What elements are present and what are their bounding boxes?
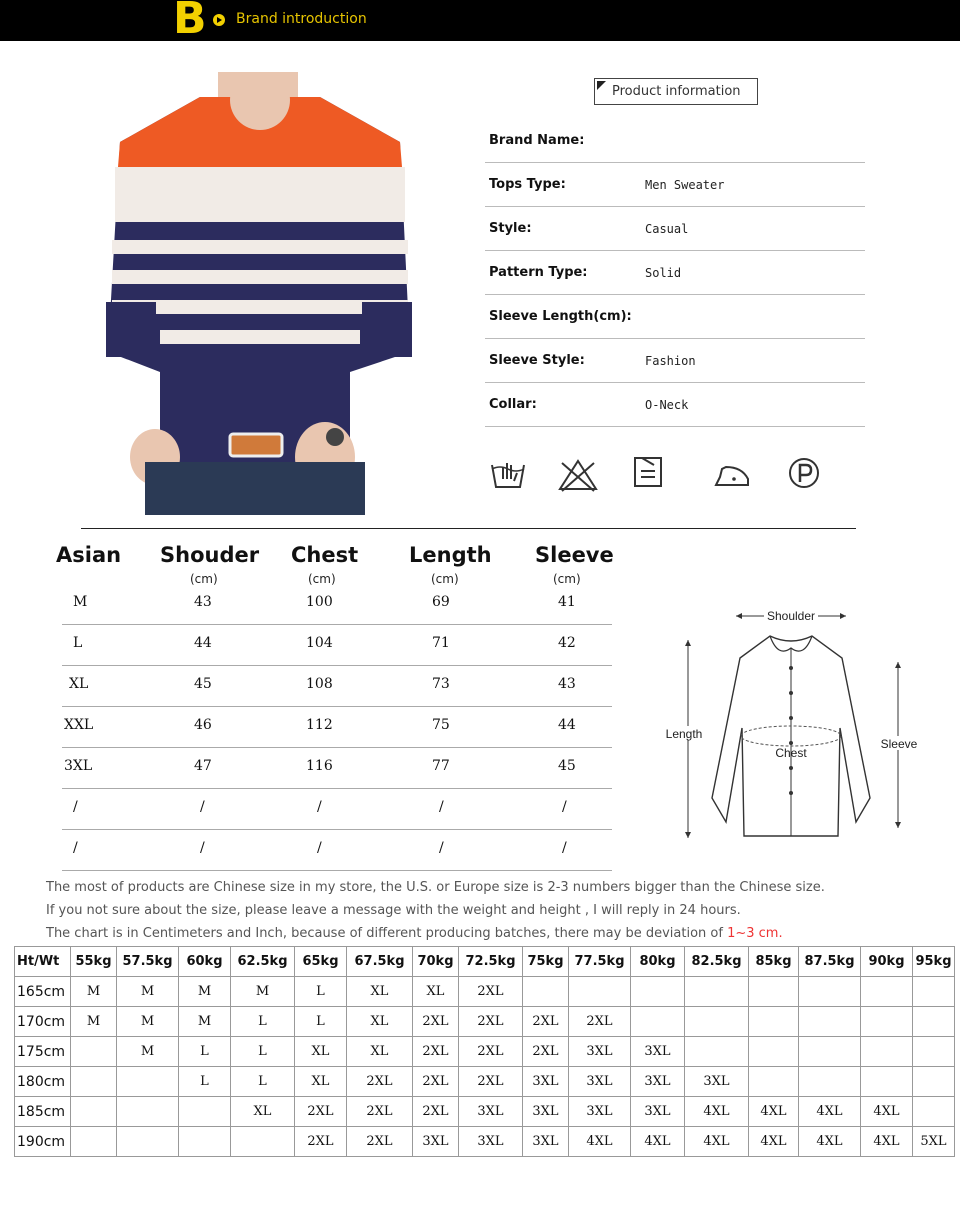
size-col-sleeve: Sleeve [535, 543, 614, 567]
shoulder-label: Shoulder [766, 609, 816, 623]
hw-weight-header: 75kg [523, 947, 569, 977]
attr-label: Sleeve Length(cm): [489, 309, 632, 324]
no-bleach-icon [556, 455, 600, 495]
product-information-title: Product information [594, 78, 758, 105]
hw-size-cell: 2XL [413, 1067, 459, 1097]
attr-label: Collar: [489, 397, 537, 412]
attr-value: Men Sweater [645, 178, 725, 192]
attr-value: O-Neck [645, 398, 689, 412]
tumble-dry-icon [632, 455, 664, 491]
hw-weight-header: 55kg [71, 947, 117, 977]
hw-size-cell: 3XL [631, 1097, 685, 1127]
hw-size-cell [749, 1067, 799, 1097]
hw-size-cell: 2XL [459, 1067, 523, 1097]
size-row: L 44 104 71 42 [62, 625, 612, 666]
hw-size-cell [231, 1127, 295, 1157]
hw-size-cell [749, 1037, 799, 1067]
attr-row-collar [485, 383, 865, 427]
hw-weight-header: 87.5kg [799, 947, 861, 977]
hw-size-cell [179, 1097, 231, 1127]
section-divider [81, 528, 856, 529]
hw-header-row [15, 947, 955, 977]
hw-size-cell: 2XL [413, 1037, 459, 1067]
garment-measurement-diagram [660, 598, 920, 848]
dry-clean-p-icon [786, 455, 822, 491]
unit-label: (cm) [190, 572, 218, 586]
size-row: XXL 46 112 75 44 [62, 707, 612, 748]
hw-size-cell: 4XL [749, 1097, 799, 1127]
hw-height-label: 185cm [15, 1097, 71, 1127]
hw-size-cell: 2XL [459, 1037, 523, 1067]
size-col-asian: Asian [56, 543, 122, 567]
attr-label: Brand Name: [489, 133, 585, 148]
hw-weight-header: 67.5kg [347, 947, 413, 977]
height-weight-chart [14, 946, 955, 1157]
hw-size-cell: 4XL [799, 1127, 861, 1157]
hw-size-cell [685, 1007, 749, 1037]
hw-size-cell: 2XL [523, 1037, 569, 1067]
hw-size-cell: L [179, 1037, 231, 1067]
attr-row-sleeve-style [485, 339, 865, 383]
hw-size-cell [71, 1037, 117, 1067]
attr-value: Casual [645, 222, 689, 236]
hw-row [15, 1037, 955, 1067]
brand-introduction-title: Brand introduction [236, 11, 367, 27]
hw-size-cell: XL [295, 1067, 347, 1097]
hand-wash-icon [488, 455, 528, 495]
hw-size-cell [117, 1097, 179, 1127]
hw-size-cell [179, 1127, 231, 1157]
hw-size-cell: 2XL [295, 1097, 347, 1127]
brand-letter: B [173, 0, 207, 44]
hw-size-cell: 3XL [685, 1067, 749, 1097]
hw-size-cell [117, 1067, 179, 1097]
hw-row [15, 1007, 955, 1037]
hw-height-label: 175cm [15, 1037, 71, 1067]
hw-size-cell: 2XL [459, 1007, 523, 1037]
hw-height-label: 190cm [15, 1127, 71, 1157]
hw-size-cell: 4XL [631, 1127, 685, 1157]
hw-weight-header: 95kg [913, 947, 955, 977]
attr-label: Sleeve Style: [489, 353, 585, 368]
hw-size-cell [749, 977, 799, 1007]
iron-icon [712, 455, 752, 491]
hw-height-label: 180cm [15, 1067, 71, 1097]
hw-weight-header: 65kg [295, 947, 347, 977]
hw-size-cell: 3XL [459, 1097, 523, 1127]
hw-size-cell: 3XL [523, 1067, 569, 1097]
size-row: / / / / / [62, 789, 612, 830]
sleeve-label: Sleeve [880, 737, 918, 751]
hw-size-cell [913, 1007, 955, 1037]
hw-size-cell: L [231, 1067, 295, 1097]
hw-row [15, 1127, 955, 1157]
attr-row-brand [485, 119, 865, 163]
hw-size-cell [799, 1007, 861, 1037]
header-bar [0, 0, 960, 44]
size-col-length: Length [409, 543, 492, 567]
hw-size-cell [799, 1067, 861, 1097]
size-col-chest: Chest [291, 543, 359, 567]
hw-size-cell: 2XL [413, 1097, 459, 1127]
note-line: If you not sure about the size, please leave a message with the weight and height , I will reply in 24 hours. [46, 903, 741, 918]
attr-label: Tops Type: [489, 177, 566, 192]
hw-size-cell: 4XL [799, 1097, 861, 1127]
hw-row [15, 1067, 955, 1097]
hw-size-cell: 4XL [749, 1127, 799, 1157]
hw-size-cell: L [295, 977, 347, 1007]
hw-size-cell: M [117, 1007, 179, 1037]
hw-size-cell [861, 1067, 913, 1097]
hw-size-cell [913, 977, 955, 1007]
hw-size-cell [685, 1037, 749, 1067]
corner-triangle-icon [597, 81, 606, 90]
hw-size-cell: 2XL [347, 1067, 413, 1097]
attr-label: Style: [489, 221, 532, 236]
hw-weight-header: 80kg [631, 947, 685, 977]
unit-label: (cm) [431, 572, 459, 586]
size-row: 3XL 47 116 77 45 [62, 748, 612, 789]
attr-row-tops-type [485, 163, 865, 207]
hw-size-cell: M [231, 977, 295, 1007]
hw-size-cell [913, 1037, 955, 1067]
hw-size-cell: 2XL [523, 1007, 569, 1037]
length-label: Length [665, 727, 703, 741]
hw-size-cell [799, 1037, 861, 1067]
hw-size-cell [861, 977, 913, 1007]
hw-size-cell: 3XL [523, 1097, 569, 1127]
hw-weight-header: 72.5kg [459, 947, 523, 977]
hw-size-cell: M [179, 977, 231, 1007]
hw-weight-header: 57.5kg [117, 947, 179, 977]
unit-label: (cm) [553, 572, 581, 586]
attribute-table [485, 119, 865, 427]
hw-size-cell [913, 1067, 955, 1097]
attr-row-sleeve-length [485, 295, 865, 339]
hw-size-cell [117, 1127, 179, 1157]
hw-weight-header: 90kg [861, 947, 913, 977]
size-col-shoulder: Shouder [160, 543, 260, 567]
hw-size-cell: M [117, 1037, 179, 1067]
hw-size-cell [861, 1007, 913, 1037]
hw-size-cell: XL [413, 977, 459, 1007]
hw-size-cell: XL [347, 1037, 413, 1067]
hw-size-cell: 5XL [913, 1127, 955, 1157]
hw-size-cell: 2XL [459, 977, 523, 1007]
hw-weight-header: 62.5kg [231, 947, 295, 977]
hw-size-cell: M [117, 977, 179, 1007]
hw-size-cell [861, 1037, 913, 1067]
hw-size-cell: 4XL [861, 1127, 913, 1157]
hw-weight-header: 85kg [749, 947, 799, 977]
attr-label: Pattern Type: [489, 265, 588, 280]
note-line: The chart is in Centimeters and Inch, because of different producing batches, there may be deviation of 1~3 cm. [46, 926, 783, 941]
attr-value: Solid [645, 266, 682, 280]
attr-value: Fashion [645, 354, 696, 368]
hw-size-cell: 3XL [631, 1037, 685, 1067]
hw-size-cell: 4XL [569, 1127, 631, 1157]
hw-size-cell: 4XL [861, 1097, 913, 1127]
hw-size-cell [685, 977, 749, 1007]
hw-size-cell: 3XL [413, 1127, 459, 1157]
hw-weight-header: 77.5kg [569, 947, 631, 977]
hw-size-cell: L [295, 1007, 347, 1037]
hw-size-cell: 3XL [631, 1067, 685, 1097]
hw-weight-header: 82.5kg [685, 947, 749, 977]
note-line: The most of products are Chinese size in my store, the U.S. or Europe size is 2-3 numbers bigger than the Chinese size. [46, 880, 825, 895]
hw-corner-cell: Ht/Wt [15, 947, 71, 977]
hw-size-cell [913, 1097, 955, 1127]
hw-size-cell [631, 1007, 685, 1037]
hw-size-cell [71, 1127, 117, 1157]
size-row: M 43 100 69 41 [62, 584, 612, 625]
hw-height-label: 165cm [15, 977, 71, 1007]
hw-size-cell: 2XL [347, 1127, 413, 1157]
hw-size-cell: 3XL [569, 1097, 631, 1127]
hw-size-cell: 4XL [685, 1127, 749, 1157]
hw-size-cell: 2XL [413, 1007, 459, 1037]
hw-size-cell: 3XL [459, 1127, 523, 1157]
hw-size-cell [523, 977, 569, 1007]
hw-size-cell: 3XL [569, 1037, 631, 1067]
hw-size-cell: XL [347, 977, 413, 1007]
hw-size-cell: 3XL [523, 1127, 569, 1157]
size-notes [46, 876, 825, 945]
unit-label: (cm) [308, 572, 336, 586]
size-chart-table [62, 584, 612, 871]
hw-size-cell: 2XL [569, 1007, 631, 1037]
chest-label: Chest [775, 746, 807, 760]
hw-size-cell: M [71, 1007, 117, 1037]
hw-size-cell: XL [295, 1037, 347, 1067]
hw-size-cell: M [71, 977, 117, 1007]
hw-size-cell [631, 977, 685, 1007]
product-photo [100, 72, 418, 515]
hw-row [15, 1097, 955, 1127]
hw-size-cell: L [231, 1007, 295, 1037]
care-icons [488, 455, 828, 495]
hw-size-cell: XL [347, 1007, 413, 1037]
hw-size-cell: 4XL [685, 1097, 749, 1127]
hw-size-cell: 2XL [295, 1127, 347, 1157]
hw-weight-header: 70kg [413, 947, 459, 977]
hw-size-cell [799, 977, 861, 1007]
hw-size-cell: 2XL [347, 1097, 413, 1127]
hw-size-cell [71, 1097, 117, 1127]
hw-size-cell [569, 977, 631, 1007]
play-icon [213, 14, 225, 26]
hw-size-cell [71, 1067, 117, 1097]
hw-size-cell: 3XL [569, 1067, 631, 1097]
size-row: XL 45 108 73 43 [62, 666, 612, 707]
hw-size-cell: L [231, 1037, 295, 1067]
hw-size-cell: XL [231, 1097, 295, 1127]
hw-height-label: 170cm [15, 1007, 71, 1037]
attr-row-pattern [485, 251, 865, 295]
hw-size-cell: M [179, 1007, 231, 1037]
hw-weight-header: 60kg [179, 947, 231, 977]
attr-row-style [485, 207, 865, 251]
hw-size-cell: L [179, 1067, 231, 1097]
size-row: / / / / / [62, 830, 612, 871]
hw-row [15, 977, 955, 1007]
hw-size-cell [749, 1007, 799, 1037]
